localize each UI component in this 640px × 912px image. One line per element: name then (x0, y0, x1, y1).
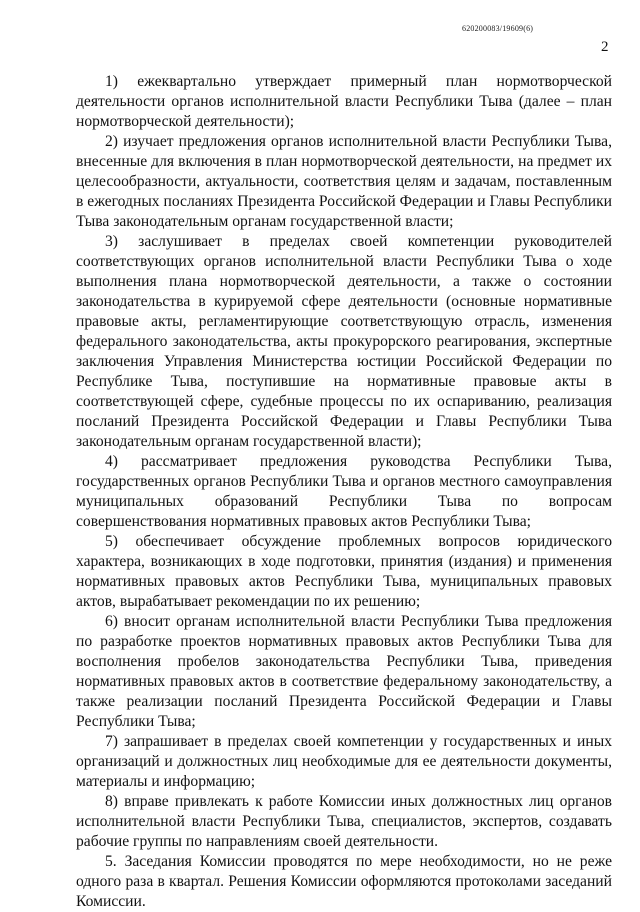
paragraph-section-5: 5. Заседания Комиссии проводятся по мере необходимости, но не реже одного раза в квартал. Решения Комиссии оформляются протоколами заседаний Комиссии. (76, 853, 612, 910)
paragraph-item-3: 3) заслушивает в пределах своей компетенции руководителей соответствующих органов исполнительной власти Республики Тыва о ходе выполнения плана нормотворческой деятельности, а также о состоянии законодательства в курируемой сфере деятельности (основные нормативные правовые акты, регламентирующие соответствующую отрасль, изменения федерального законодательства, акты прокурорского реагирования, экспертные заключения Управления Министерства юстиции Российской Федерации по Республике Тыва, поступившие на нормативные правовые акты в соответствующей сфере, судебные процессы по их оспариванию, реализация посланий Президента Российской Федерации и Главы Республики Тыва законодательным органам государственной власти); (76, 233, 612, 450)
document-registration-number: 620200083/19609(6) (462, 24, 534, 33)
paragraph-item-4: 4) рассматривает предложения руководства Республики Тыва, государственных органов Республики Тыва и органов местного самоуправления муниципальных образований Республики Тыва по вопросам совершенствования нормативных правовых актов Республики Тыва; (76, 453, 612, 530)
paragraph-item-7: 7) запрашивает в пределах своей компетенции у государственных и иных организаций и должностных лиц необходимые для ее деятельности документы, материалы и информацию; (76, 733, 612, 790)
paragraph-item-5: 5) обеспечивает обсуждение проблемных вопросов юридического характера, возникающих в ходе подготовки, принятия (издания) и применения нормативных правовых актов Республики Тыва, муниципальных правовых актов, вырабатывает рекомендации по их решению; (76, 533, 612, 610)
page-number: 2 (601, 39, 609, 55)
paragraph-item-8: 8) вправе привлекать к работе Комиссии иных должностных лиц органов исполнительной власти Республики Тыва, специалистов, экспертов, создавать рабочие группы по направлениям своей деятельности. (76, 793, 612, 850)
paragraph-item-6: 6) вносит органам исполнительной власти Республики Тыва предложения по разработке проектов нормативных правовых актов Республики Тыва для восполнения пробелов законодательства Республики Тыва, приведения нормативных правовых актов в соответствие федеральному законодательству, а также реализации посланий Президента Российской Федерации и Главы Республики Тыва; (76, 613, 612, 730)
document-body (76, 72, 612, 912)
paragraph-item-1: 1) ежеквартально утверждает примерный план нормотворческой деятельности органов исполнительной власти Республики Тыва (далее – план нормотворческой деятельности); (76, 73, 612, 130)
paragraph-item-2: 2) изучает предложения органов исполнительной власти Республики Тыва, внесенные для включения в план нормотворческой деятельности, на предмет их целесообразности, актуальности, соответствия целям и задачам, поставленным в ежегодных посланиях Президента Российской Федерации и Главы Республики Тыва законодательным органам государственной власти; (76, 133, 612, 230)
